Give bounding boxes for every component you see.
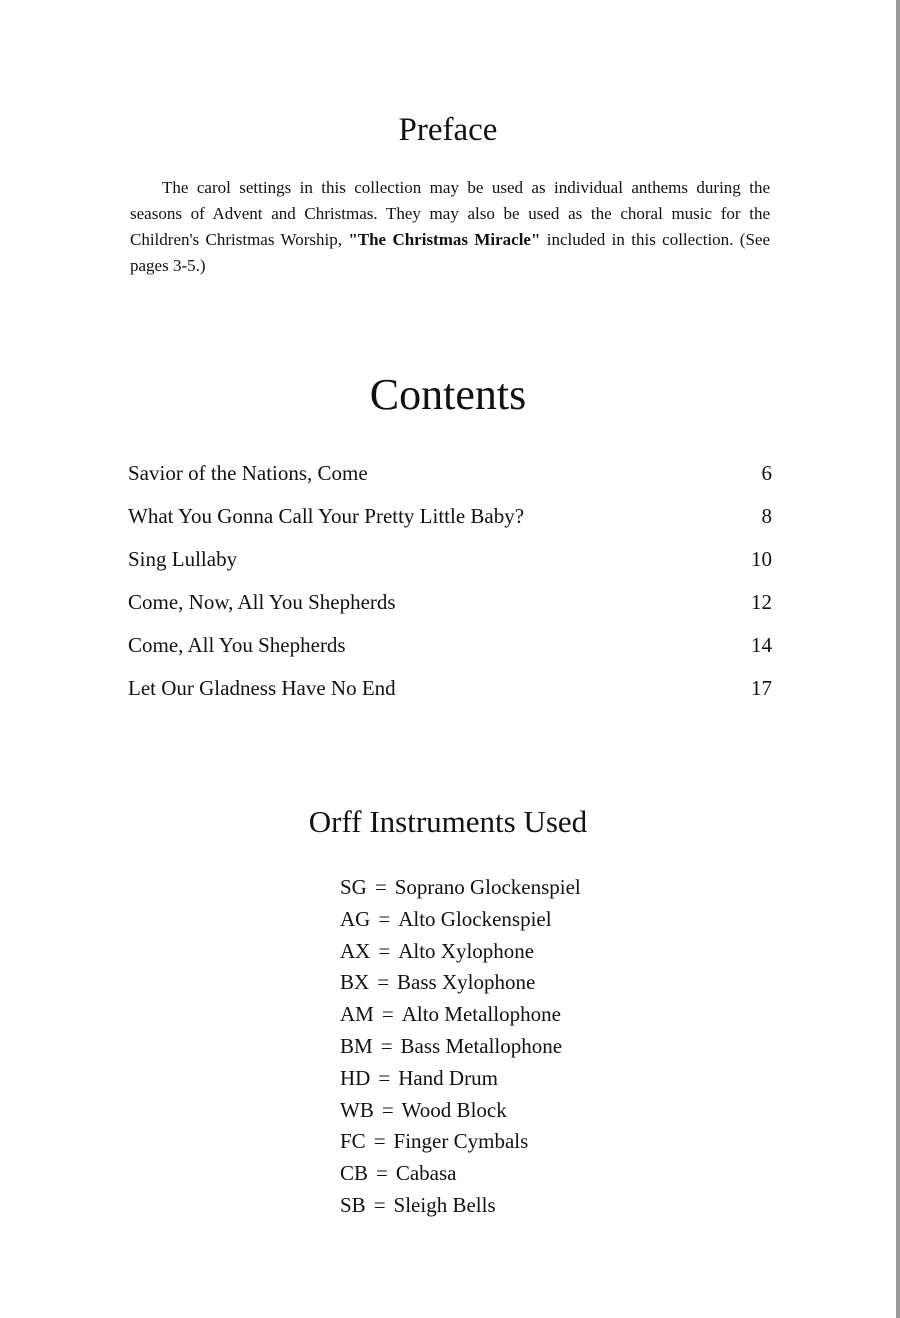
instrument-abbr: BX xyxy=(340,970,370,995)
instrument-name: Alto Metallophone xyxy=(401,1002,561,1027)
equals-sign: = xyxy=(373,1129,386,1154)
instrument-entry xyxy=(340,999,581,1031)
instrument-abbr: CB xyxy=(340,1161,369,1186)
instrument-name: Soprano Glockenspiel xyxy=(394,875,581,899)
equals-sign: = xyxy=(381,1097,394,1122)
equals-sign: = xyxy=(378,906,391,931)
toc-entry-title: What You Gonna Call Your Pretty Little Baby? xyxy=(128,504,525,528)
toc-entry xyxy=(128,673,772,716)
instrument-name: Sleigh Bells xyxy=(393,1192,496,1217)
page-edge-border xyxy=(896,0,900,1318)
toc-entry-title: Sing Lullaby xyxy=(128,547,238,571)
instrument-abbr: SB xyxy=(340,1192,366,1217)
toc-entry-page: 8 xyxy=(761,504,772,528)
toc-entry xyxy=(128,630,772,673)
preface-paragraph xyxy=(130,175,770,279)
toc-entry-title: Come, All You Shepherds xyxy=(128,633,346,657)
instrument-abbr: BM xyxy=(340,1033,373,1058)
equals-sign: = xyxy=(377,970,390,995)
preface-heading: Preface xyxy=(398,112,498,148)
instrument-abbr: SG xyxy=(340,875,367,899)
preface-bold-title: "The Christmas Miracle" xyxy=(348,230,541,249)
instrument-entry xyxy=(340,1126,581,1158)
toc-entry-page: 6 xyxy=(761,461,772,485)
toc-entry-page: 10 xyxy=(751,547,772,571)
equals-sign: = xyxy=(378,938,391,963)
instrument-entry xyxy=(340,967,581,999)
instrument-abbr: AM xyxy=(340,1002,374,1027)
instrument-abbr: FC xyxy=(340,1129,366,1154)
instrument-name: Alto Xylophone xyxy=(398,938,535,963)
equals-sign: = xyxy=(380,1033,393,1058)
toc-entry-title: Savior of the Nations, Come xyxy=(128,461,368,485)
instrument-entry xyxy=(340,904,581,936)
equals-sign: = xyxy=(381,1002,394,1027)
toc-entry-page: 17 xyxy=(751,676,772,700)
toc-entry-title: Come, Now, All You Shepherds xyxy=(128,590,396,614)
table-of-contents xyxy=(128,458,772,716)
preface-text-after: included in this collection. (See pages 3-5.) xyxy=(130,230,770,275)
toc-entry-page: 12 xyxy=(751,590,772,614)
equals-sign: = xyxy=(374,875,387,899)
instrument-abbr: AG xyxy=(340,906,371,931)
instrument-abbr: HD xyxy=(340,1065,371,1090)
toc-entry xyxy=(128,501,772,544)
toc-entry xyxy=(128,544,772,587)
instrument-entry xyxy=(340,1063,581,1095)
instrument-abbr: AX xyxy=(340,938,371,963)
instrument-name: Bass Xylophone xyxy=(397,970,536,995)
instrument-name: Alto Glockenspiel xyxy=(398,906,552,931)
instrument-entry xyxy=(340,1031,581,1063)
instrument-abbr: WB xyxy=(340,1097,374,1122)
toc-entry xyxy=(128,587,772,630)
orff-instruments-heading: Orff Instruments Used xyxy=(308,804,588,839)
instrument-name: Wood Block xyxy=(401,1097,507,1122)
contents-heading: Contents xyxy=(369,370,527,419)
equals-sign: = xyxy=(378,1065,391,1090)
instrument-name: Hand Drum xyxy=(398,1065,498,1090)
instrument-entry xyxy=(340,1095,581,1127)
toc-entry-page: 14 xyxy=(751,633,772,657)
instrument-entry xyxy=(340,936,581,968)
toc-entry xyxy=(128,458,772,501)
preface-text-before: The carol settings in this collection may be used as individual anthems during the seasons of Advent and Christmas. They may also be used as the choral music for the Children's Christmas Worship, xyxy=(130,178,770,249)
instrument-name: Finger Cymbals xyxy=(393,1129,529,1154)
instrument-entry xyxy=(340,1158,581,1190)
equals-sign: = xyxy=(373,1192,386,1217)
instrument-entry xyxy=(340,872,581,904)
instrument-name: Cabasa xyxy=(395,1161,457,1186)
toc-entry-title: Let Our Gladness Have No End xyxy=(128,676,396,700)
equals-sign: = xyxy=(376,1161,388,1186)
orff-instrument-list xyxy=(340,872,581,1222)
instrument-name: Bass Metallophone xyxy=(400,1033,563,1058)
instrument-entry xyxy=(340,1190,581,1222)
